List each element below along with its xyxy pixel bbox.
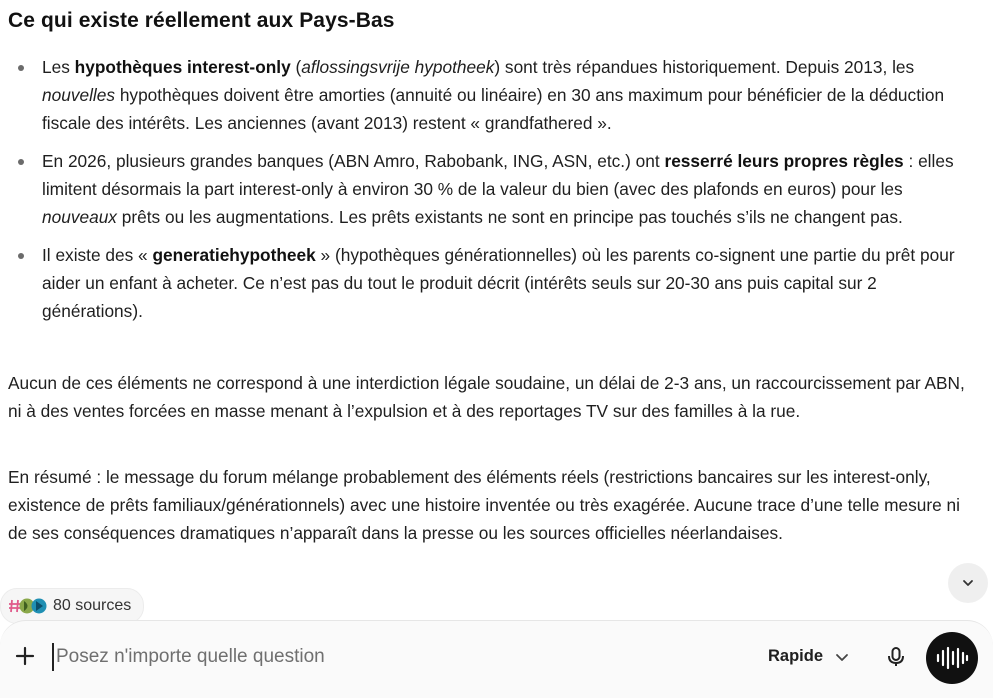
list-item: Il existe des « generatiehypotheek » (hypothèques générationnelles) où les parents co-signent une partie du prêt pour aider un enfant à acheter. Ce n’est pas du tout le produit décrit (intérêts seuls sur 20-30 ans puis capital sur 2 générations). bbox=[8, 241, 970, 325]
chevron-down-icon bbox=[835, 650, 849, 664]
scroll-down-button[interactable] bbox=[948, 563, 988, 603]
mode-selector[interactable] bbox=[768, 647, 849, 666]
voice-mode-button[interactable] bbox=[926, 632, 978, 684]
chevron-down-icon bbox=[962, 577, 974, 589]
plus-icon bbox=[15, 646, 35, 666]
sources-button[interactable] bbox=[0, 588, 144, 624]
source-favicons bbox=[7, 598, 43, 614]
section-heading: Ce qui existe réellement aux Pays-Bas bbox=[8, 9, 395, 32]
microphone-button[interactable] bbox=[884, 645, 908, 669]
add-attachment-button[interactable] bbox=[12, 643, 38, 669]
paragraph: En résumé : le message du forum mélange probablement des éléments réels (restrictions bancaires sur les interest-only, existence de prêts familiaux/générationnels) avec une histoire inventée ou très exagérée. Aucune trace d’une telle mesure ni de ses conséquences dramatiques n’apparaît dans la presse ou les sources officielles néerlandaises. bbox=[8, 467, 960, 543]
question-input[interactable] bbox=[52, 643, 736, 671]
sources-label: 80 sources bbox=[53, 597, 132, 614]
voice-waveform-icon bbox=[935, 646, 969, 670]
list-item: En 2026, plusieurs grandes banques (ABN Amro, Rabobank, ING, ASN, etc.) ont resserré leurs propres règles : elles limitent désormais la part interest-only à environ 30 % de la valeur du bien (avec des plafonds en euros) pour les nouveaux prêts ou les augmentations. Les prêts existants ne sont en principe pas touchés s’ils ne changent pas. bbox=[8, 147, 970, 231]
bullet-list bbox=[8, 53, 970, 335]
microphone-icon bbox=[884, 645, 908, 669]
composer bbox=[0, 620, 993, 698]
paragraph: Aucun de ces éléments ne correspond à une interdiction légale soudaine, un délai de 2-3 ans, un raccourcissement par ABN, ni à des ventes forcées en masse menant à l’expulsion et à des reportages TV sur des familles à la rue. bbox=[8, 373, 965, 421]
mode-label: Rapide bbox=[768, 647, 824, 665]
list-item: Les hypothèques interest-only (aflossingsvrije hypotheek) sont très répandues historiquement. Depuis 2013, les nouvelles hypothèques doivent être amorties (annuité ou linéaire) en 30 ans maximum pour bénéficier de la déduction fiscale des intérêts. Les anciennes (avant 2013) restent « grandfathered ». bbox=[8, 53, 970, 137]
arrow-favicon-icon bbox=[31, 598, 47, 614]
